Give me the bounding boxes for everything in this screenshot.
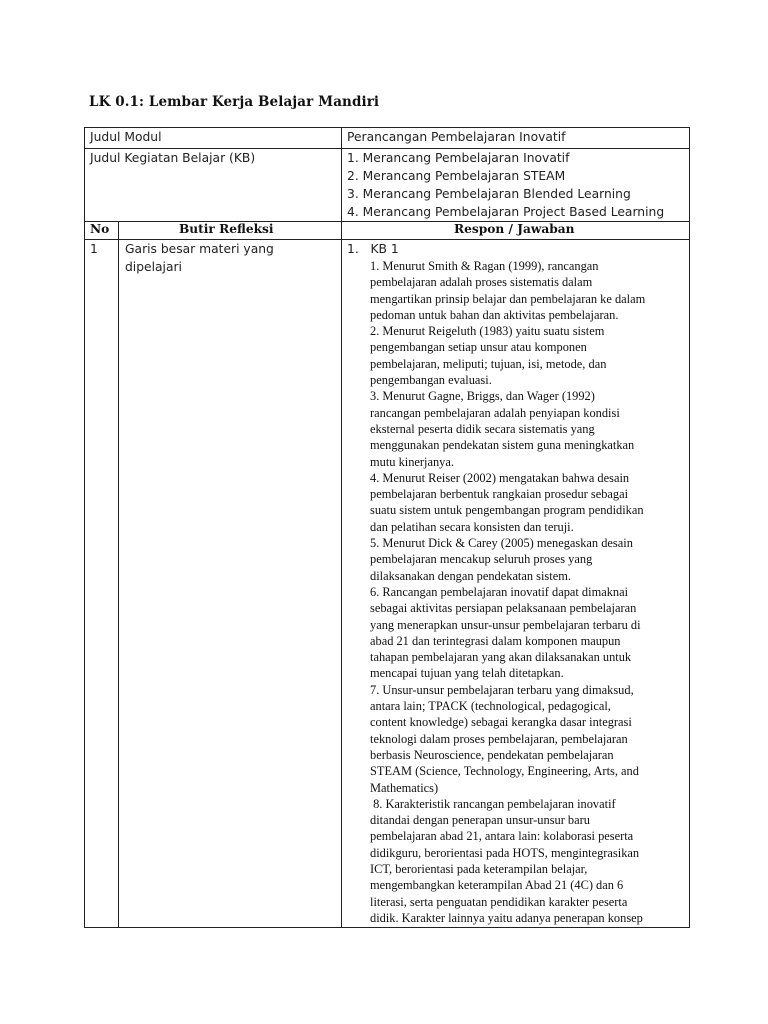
answer-line: tahapan pembelajaran yang akan dilaksanakan untuk <box>370 650 632 665</box>
answer-line: 8. Karakteristik rancangan pembelajaran inovatif <box>370 796 616 811</box>
butir-line: dipelajari <box>125 260 182 274</box>
answer-line: abad 21 dan terintegrasi dalam komponen maupun <box>370 633 621 648</box>
answer-line: pembelajaran adalah proses sistematis dalam <box>370 275 593 290</box>
answer-line: ICT, berorientasi pada keterampilan belajar, <box>370 861 588 876</box>
row-number: 1 <box>90 242 98 256</box>
answer-line: 6. Rancangan pembelajaran inovatif dapat dimaknai <box>370 584 629 599</box>
document-title: LK 0.1: Lembar Kerja Belajar Mandiri <box>89 94 380 110</box>
kb-heading: 1. KB 1 <box>347 242 399 256</box>
answer-line: antara lain; TPACK (technological, pedagogical, <box>370 699 611 714</box>
answer-line: 7. Unsur-unsur pembelajaran terbaru yang dimaksud, <box>370 682 634 697</box>
answer-line: rancangan pembelajaran adalah penyiapan kondisi <box>370 405 620 420</box>
answer-line: 3. Menurut Gagne, Briggs, dan Wager (1992) <box>370 389 595 404</box>
answer-line: 5. Menurut Dick & Carey (2005) menegaskan desain <box>370 536 633 551</box>
answer-line: yang menerapkan unsur-unsur pembelajaran terbaru di <box>370 617 641 632</box>
answer-line: suatu sistem untuk pengembangan program pendidikan <box>370 503 644 518</box>
answer-line: menggunakan pendekatan sistem guna meningkatkan <box>370 438 635 453</box>
answer-line: dan pelatihan secara konsisten dan teruji. <box>370 519 574 534</box>
answer-line: pengembangan evaluasi. <box>370 373 492 388</box>
answer-text-block <box>370 258 682 926</box>
answer-line: pembelajaran mencakup seluruh proses yang <box>370 552 593 567</box>
column-header-butir: Butir Refleksi <box>179 222 274 236</box>
answer-line: ditandai dengan penerapan unsur-unsur baru <box>370 813 590 828</box>
answer-line: mutu kinerjanya. <box>370 454 454 469</box>
answer-line: mengartikan prinsip belajar dan pembelajaran ke dalam <box>370 291 646 306</box>
table-border-right <box>689 127 690 928</box>
kb-item: 4. Merancang Pembelajaran Project Based Learning <box>347 205 665 219</box>
answer-line: teknologi dalam proses pembelajaran, pembelajaran <box>370 731 628 746</box>
answer-line: sebagai aktivitas persiapan pelaksanaan pembelajaran <box>370 601 637 616</box>
answer-line: content knowledge) sebagai kerangka dasar integrasi <box>370 715 632 730</box>
table-row-divider <box>84 221 690 222</box>
table-column-divider <box>341 127 342 928</box>
module-label: Judul Modul <box>90 130 162 144</box>
table-border-left <box>84 127 85 928</box>
kb-item: 2. Merancang Pembelajaran STEAM <box>347 169 566 183</box>
column-header-no: No <box>90 222 110 236</box>
answer-line: 1. Menurut Smith & Ragan (1999), rancangan <box>370 259 599 273</box>
answer-line: STEAM (Science, Technology, Engineering, Arts, and <box>370 764 639 779</box>
answer-line: 2. Menurut Reigeluth (1983) yaitu suatu sistem <box>370 324 605 339</box>
answer-line: berbasis Neuroscience, pendekatan pembelajaran <box>370 747 614 762</box>
kb-item: 3. Merancang Pembelajaran Blended Learning <box>347 187 631 201</box>
answer-line: pembelajaran abad 21, antara lain: kolaborasi peserta <box>370 829 634 844</box>
answer-line: pengembangan setiap unsur atau komponen <box>370 340 587 355</box>
answer-line: mengembangkan keterampilan Abad 21 (4C) dan 6 <box>370 878 624 893</box>
answer-line: 4. Menurut Reiser (2002) mengatakan bahwa desain <box>370 470 630 485</box>
answer-line: eksternal peserta didik secara sistematis yang <box>370 421 595 436</box>
kb-item: 1. Merancang Pembelajaran Inovatif <box>347 151 570 165</box>
answer-line: pembelajaran, meliputi; tujuan, isi, metode, dan <box>370 356 607 371</box>
answer-line: dilaksanakan dengan pendekatan sistem. <box>370 568 571 583</box>
kb-label: Judul Kegiatan Belajar (KB) <box>90 151 256 165</box>
table-header-background <box>84 221 690 239</box>
answer-line: pedoman untuk bahan dan aktivitas pembelajaran. <box>370 307 619 322</box>
answer-line: didik. Karakter lainnya yaitu adanya penerapan konsep <box>370 910 643 925</box>
answer-line: literasi, serta penguatan pendidikan karakter peserta <box>370 894 628 909</box>
answer-line: pembelajaran berbentuk rangkaian prosedur sebagai <box>370 487 629 502</box>
module-value: Perancangan Pembelajaran Inovatif <box>347 130 566 144</box>
table-border-bottom <box>84 927 690 928</box>
column-header-respon: Respon / Jawaban <box>454 222 575 236</box>
answer-line: Mathematics) <box>370 780 439 795</box>
answer-line: didikguru, berorientasi pada HOTS, mengintegrasikan <box>370 845 640 860</box>
table-column-divider <box>118 221 119 928</box>
butir-line: Garis besar materi yang <box>125 242 274 256</box>
answer-line: mencapai tujuan yang telah ditetapkan. <box>370 666 564 681</box>
